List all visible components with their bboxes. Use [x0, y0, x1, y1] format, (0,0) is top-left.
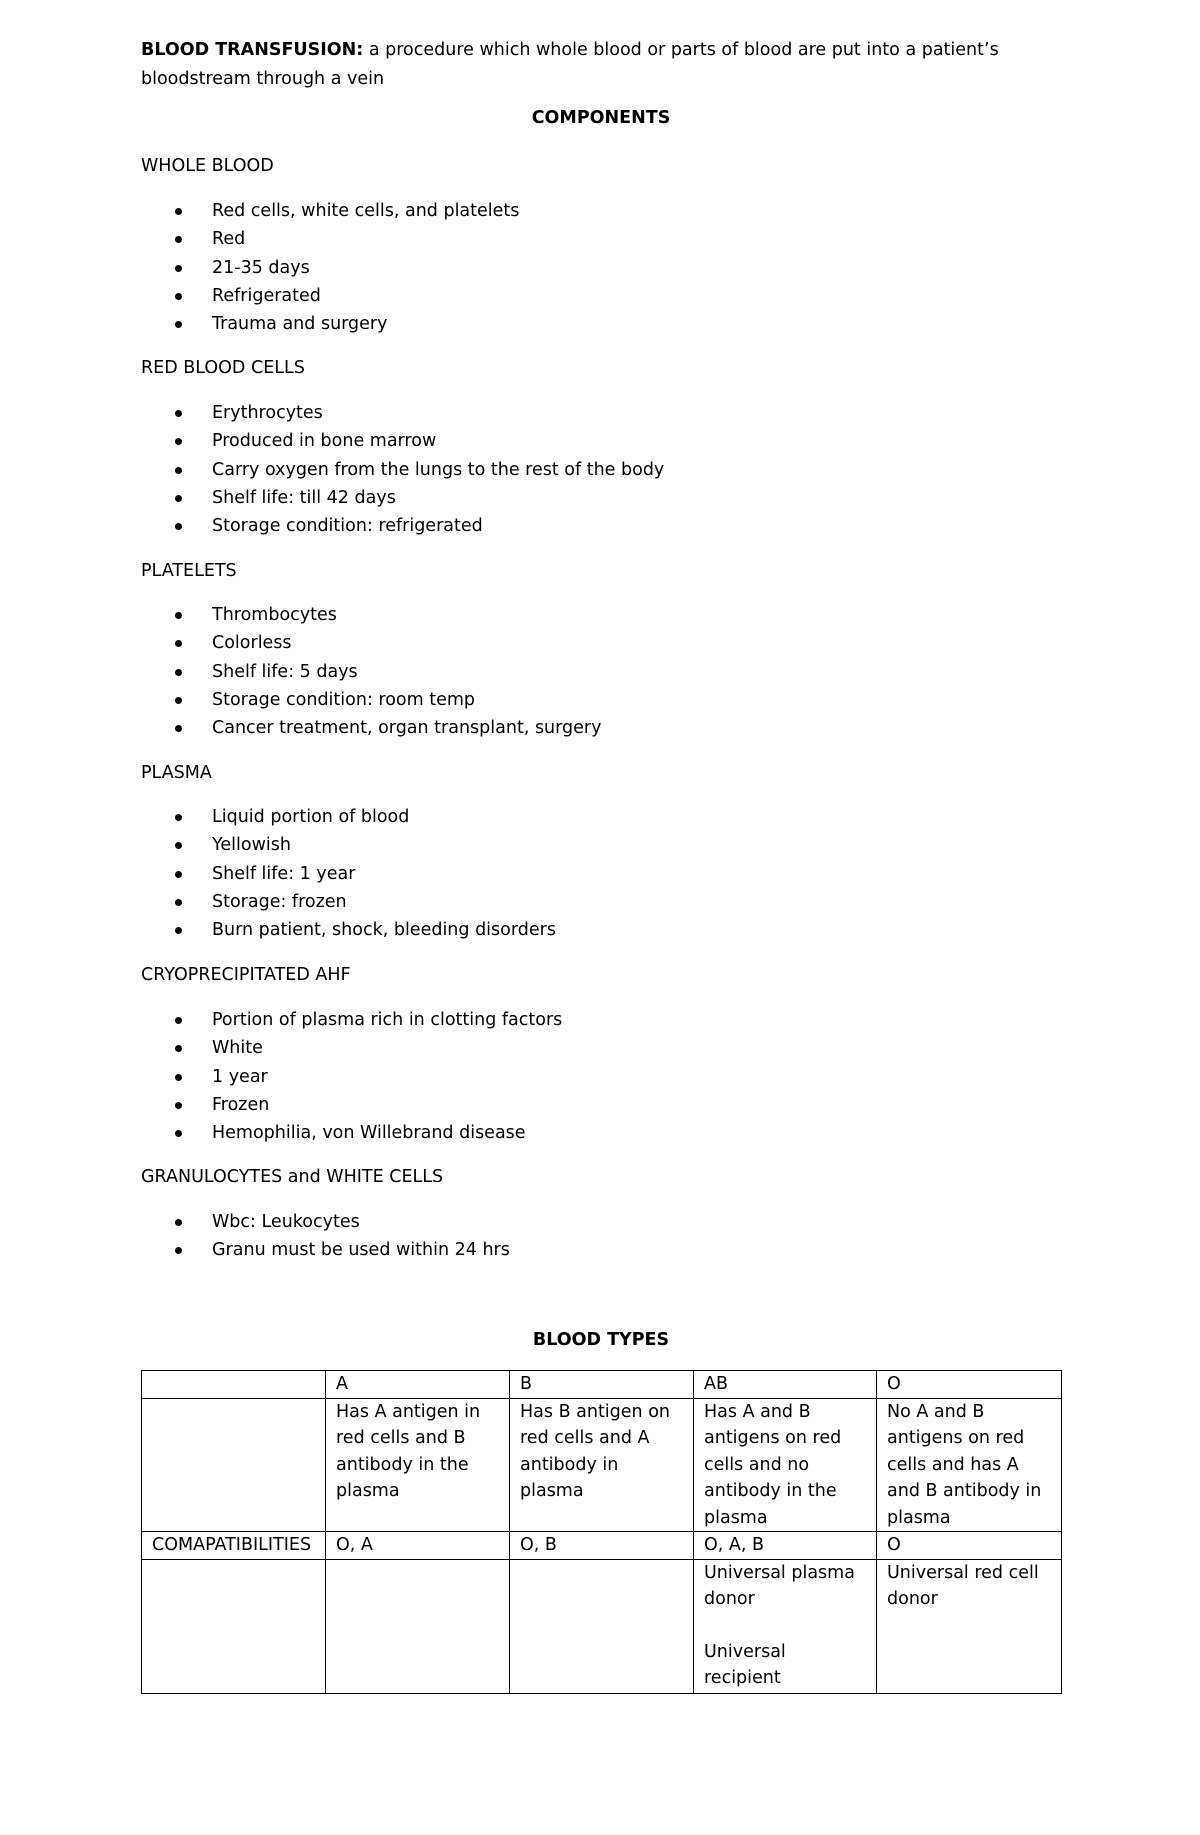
table-row: [142, 1371, 1062, 1399]
bullet-icon: [175, 293, 182, 300]
bullet-icon: [175, 1130, 182, 1137]
bullet-icon: [175, 410, 182, 417]
components-heading: COMPONENTS: [531, 108, 671, 128]
list-item: Shelf life: till 42 days: [141, 484, 664, 512]
list-item: Colorless: [141, 629, 601, 657]
list-item: Shelf life: 1 year: [141, 860, 556, 888]
table-cell: [142, 1559, 326, 1693]
list-item: Portion of plasma rich in clotting factors: [141, 1006, 562, 1034]
table-cell: Has B antigen on red cells and A antibody in plasma: [510, 1398, 694, 1532]
table-cell: A: [326, 1371, 510, 1399]
list-item: Erythrocytes: [141, 399, 664, 427]
bullet-icon: [175, 612, 182, 619]
bullet-icon: [175, 697, 182, 704]
list-item: Storage condition: room temp: [141, 686, 601, 714]
bullet-icon: [175, 1219, 182, 1226]
table-cell: O, B: [510, 1532, 694, 1560]
list-item: Red: [141, 225, 519, 253]
bullet-icon: [175, 236, 182, 243]
table-cell: [510, 1559, 694, 1693]
section-title-cryoprecipitated-ahf: CRYOPRECIPITATED AHF: [141, 965, 351, 985]
bullet-icon: [175, 842, 182, 849]
list-whole-blood: [141, 197, 519, 338]
list-item: Refrigerated: [141, 282, 519, 310]
list-item: Yellowish: [141, 831, 556, 859]
table-cell: [877, 1559, 1062, 1693]
list-item: Granu must be used within 24 hrs: [141, 1236, 510, 1264]
intro-definition: a procedure which whole blood or parts of blood are put into a patient’s bloodstream through a vein: [141, 40, 999, 89]
list-item: Wbc: Leukocytes: [141, 1208, 510, 1236]
list-item: Carry oxygen from the lungs to the rest of the body: [141, 456, 664, 484]
table-cell: Has A antigen in red cells and B antibody in the plasma: [326, 1398, 510, 1532]
table-cell: [142, 1398, 326, 1532]
bullet-icon: [175, 467, 182, 474]
table-row: [142, 1559, 1062, 1693]
list-item: Storage condition: refrigerated: [141, 512, 664, 540]
list-item: Cancer treatment, organ transplant, surgery: [141, 714, 601, 742]
table-cell: COMAPATIBILITIES: [142, 1532, 326, 1560]
bullet-icon: [175, 640, 182, 647]
intro-paragraph: [141, 36, 1061, 94]
list-plasma: [141, 803, 556, 944]
list-item: 21-35 days: [141, 254, 519, 282]
list-cryoprecipitated-ahf: [141, 1006, 562, 1147]
section-title-red-blood-cells: RED BLOOD CELLS: [141, 358, 305, 378]
section-title-whole-blood: WHOLE BLOOD: [141, 156, 274, 176]
blood-types-table: [141, 1370, 1062, 1694]
list-item: Shelf life: 5 days: [141, 658, 601, 686]
table-row: [142, 1532, 1062, 1560]
bullet-icon: [175, 523, 182, 530]
bullet-icon: [175, 208, 182, 215]
bullet-icon: [175, 1074, 182, 1081]
list-platelets: [141, 601, 601, 742]
bullet-icon: [175, 321, 182, 328]
table-cell: O: [877, 1532, 1062, 1560]
bullet-icon: [175, 871, 182, 878]
bullet-icon: [175, 725, 182, 732]
note-universal-plasma-donor: Universal plasma donor: [704, 1562, 855, 1609]
list-item: Storage: frozen: [141, 888, 556, 916]
table-cell: O, A: [326, 1532, 510, 1560]
intro-term: BLOOD TRANSFUSION:: [141, 40, 364, 60]
section-title-plasma: PLASMA: [141, 763, 212, 783]
table-cell: O, A, B: [694, 1532, 877, 1560]
bullet-icon: [175, 1045, 182, 1052]
list-item: Red cells, white cells, and platelets: [141, 197, 519, 225]
section-title-granulocytes: GRANULOCYTES and WHITE CELLS: [141, 1167, 444, 1187]
list-granulocytes: [141, 1208, 510, 1265]
list-item: Produced in bone marrow: [141, 427, 664, 455]
note-universal-red-cell-donor: Universal red cell donor: [887, 1562, 1039, 1609]
list-item: Trauma and surgery: [141, 310, 519, 338]
table-cell: B: [510, 1371, 694, 1399]
list-item: Burn patient, shock, bleeding disorders: [141, 916, 556, 944]
list-item: White: [141, 1034, 562, 1062]
bullet-icon: [175, 669, 182, 676]
table-cell: [142, 1371, 326, 1399]
list-item: Liquid portion of blood: [141, 803, 556, 831]
section-title-platelets: PLATELETS: [141, 561, 237, 581]
bullet-icon: [175, 927, 182, 934]
table-cell: No A and B antigens on red cells and has A and B antibody in plasma: [877, 1398, 1062, 1532]
table-cell: O: [877, 1371, 1062, 1399]
table-cell: [326, 1559, 510, 1693]
bullet-icon: [175, 495, 182, 502]
list-red-blood-cells: [141, 399, 664, 540]
bullet-icon: [175, 1017, 182, 1024]
bullet-icon: [175, 438, 182, 445]
bullet-icon: [175, 265, 182, 272]
note-universal-recipient: Universal recipient: [704, 1641, 786, 1688]
table-cell: Has A and B antigens on red cells and no antibody in the plasma: [694, 1398, 877, 1532]
bullet-icon: [175, 1247, 182, 1254]
table-cell: AB: [694, 1371, 877, 1399]
bullet-icon: [175, 814, 182, 821]
bullet-icon: [175, 899, 182, 906]
table-row: [142, 1398, 1062, 1532]
blood-types-heading: BLOOD TYPES: [532, 1330, 670, 1350]
list-item: Thrombocytes: [141, 601, 601, 629]
list-item: 1 year: [141, 1063, 562, 1091]
table-cell: [694, 1559, 877, 1693]
bullet-icon: [175, 1102, 182, 1109]
list-item: Frozen: [141, 1091, 562, 1119]
list-item: Hemophilia, von Willebrand disease: [141, 1119, 562, 1147]
